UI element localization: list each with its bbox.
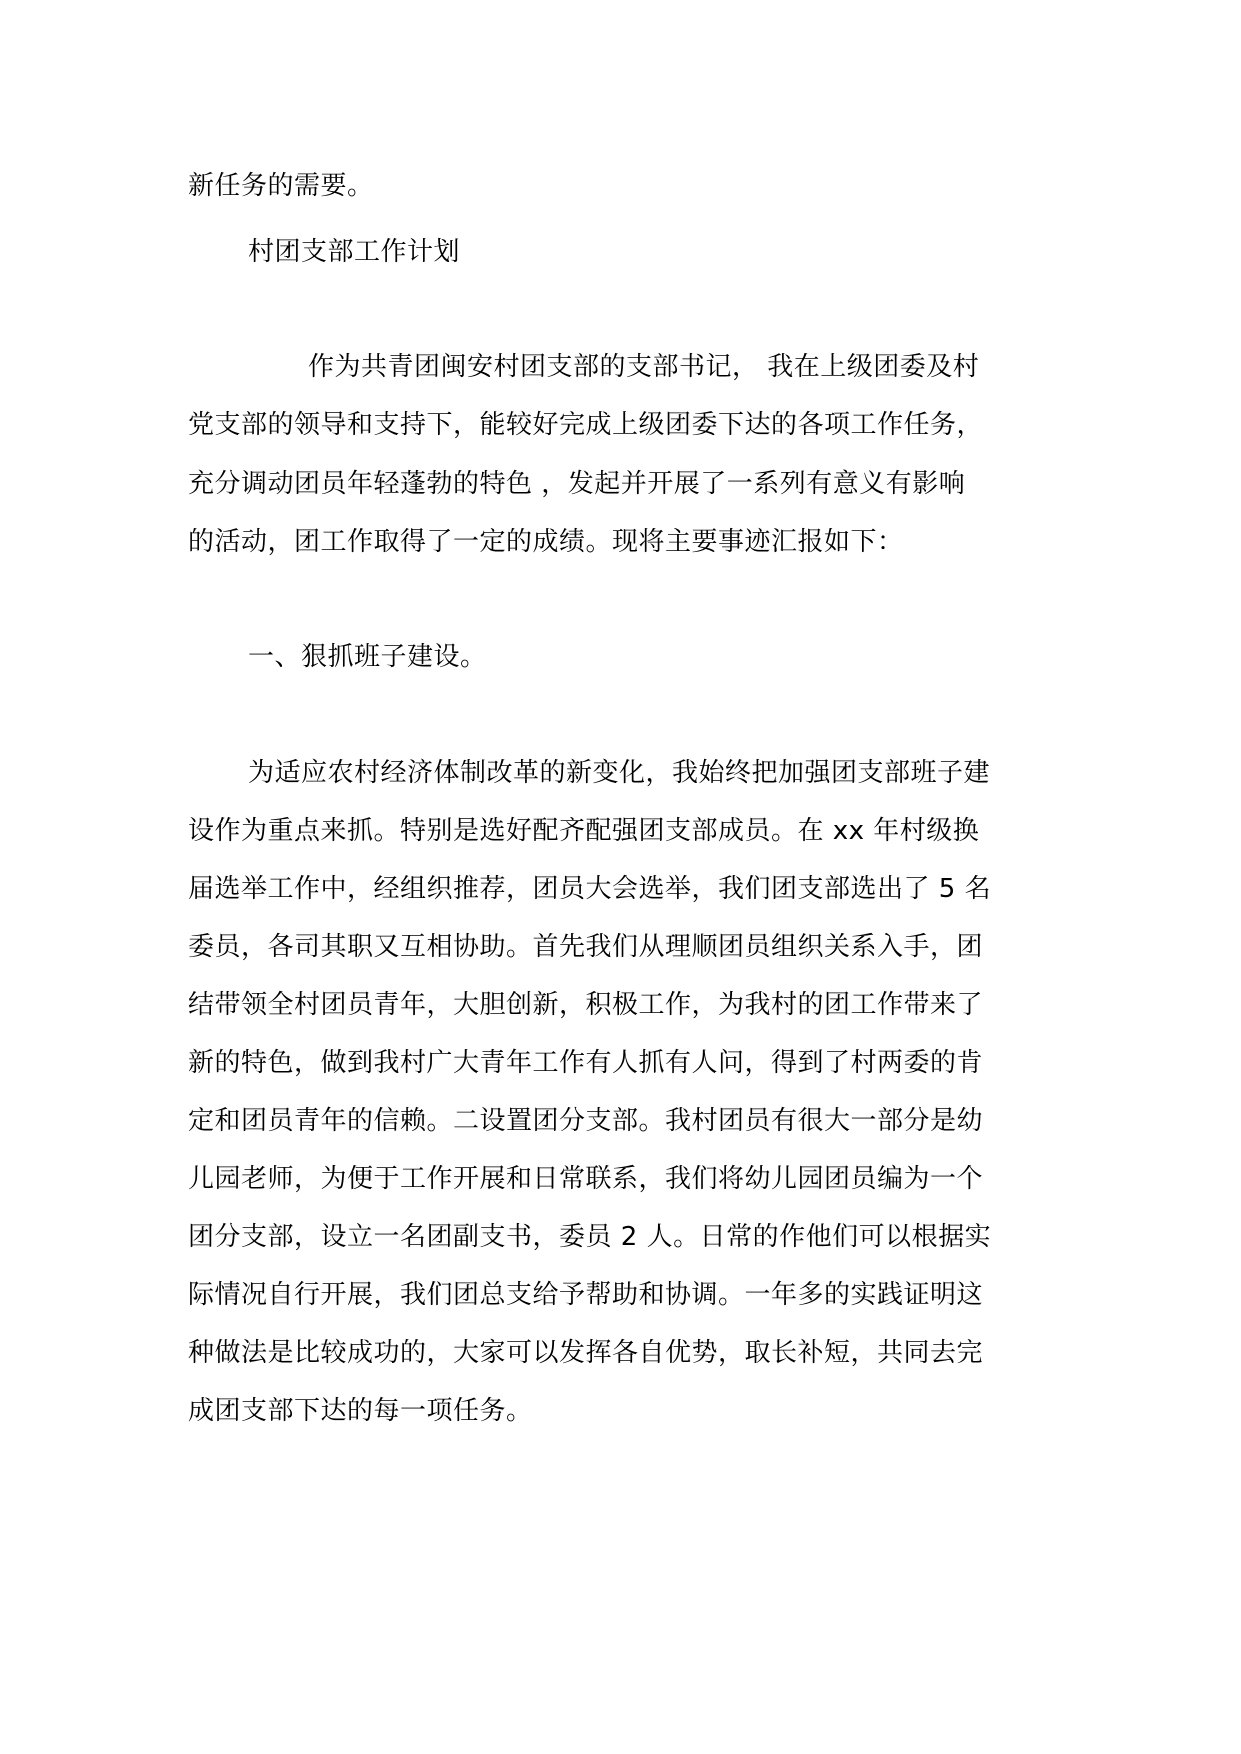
body-line: 届选举工作中，经组织推荐，团员大会选举，我们团支部选出了 5 名 [188, 874, 992, 904]
continuation-line: 新任务的需要。 [188, 171, 374, 201]
body-line: 委员，各司其职又互相协助。首先我们从理顺团员组织关系入手，团 [188, 932, 984, 962]
intro-line: 作为共青团闽安村团支部的支部书记， 我在上级团委及村 [308, 352, 980, 382]
document-title: 村团支部工作计划 [248, 237, 461, 267]
body-line: 为适应农村经济体制改革的新变化，我始终把加强团支部班子建 [248, 758, 991, 788]
body-line: 设作为重点来抓。特别是选好配齐配强团支部成员。在 xx 年村级换 [188, 816, 980, 846]
section-heading: 一、狠抓班子建设。 [248, 642, 487, 672]
body-line: 际情况自行开展，我们团总支给予帮助和协调。一年多的实践证明这 [188, 1280, 984, 1310]
body-line: 定和团员青年的信赖。二设置团分支部。我村团员有很大一部分是幼 [188, 1106, 984, 1136]
body-line: 成团支部下达的每一项任务。 [188, 1396, 533, 1426]
intro-line: 党支部的领导和支持下，能较好完成上级团委下达的各项工作任务， [188, 410, 984, 440]
body-line: 种做法是比较成功的，大家可以发挥各自优势，取长补短，共同去完 [188, 1338, 984, 1368]
body-line: 团分支部，设立一名团副支书，委员 2 人。日常的作他们可以根据实 [188, 1222, 992, 1252]
intro-line: 充分调动团员年轻蓬勃的特色 ，发起并开展了一系列有意义有影响 [188, 469, 966, 499]
body-line: 儿园老师，为便于工作开展和日常联系，我们将幼儿园团员编为一个 [188, 1164, 984, 1194]
body-line: 新的特色，做到我村广大青年工作有人抓有人问，得到了村两委的肯 [188, 1048, 984, 1078]
body-line: 结带领全村团员青年，大胆创新，积极工作，为我村的团工作带来了 [188, 990, 984, 1020]
intro-line: 的活动，团工作取得了一定的成绩。现将主要事迹汇报如下： [188, 527, 904, 557]
